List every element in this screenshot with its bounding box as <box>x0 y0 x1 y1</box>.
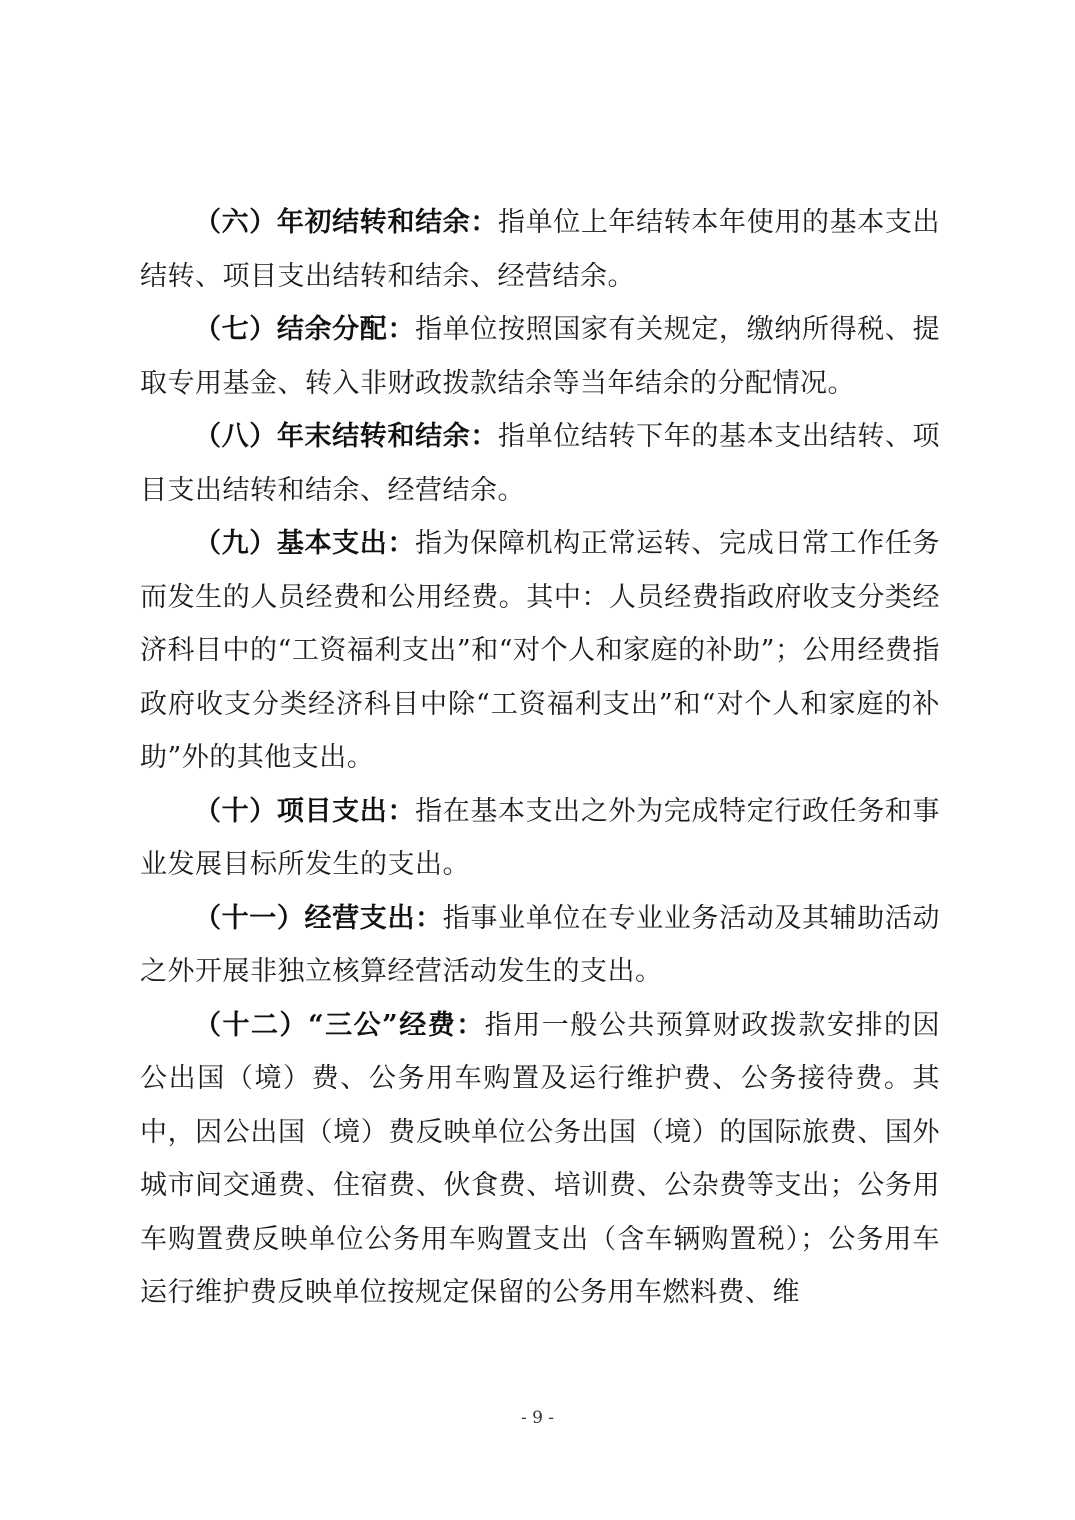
term-definition: 指单位结转下年的基本支出结转、项目支出结转和结余、经营结余。 <box>140 421 941 506</box>
paragraph-carryover-beginning <box>140 196 940 303</box>
term-heading: （九）基本支出： <box>194 528 416 559</box>
term-heading: （十二）“三公”经费： <box>194 1009 485 1041</box>
paragraph-operating-expenditure <box>140 892 940 999</box>
term-definition: 指为保障机构正常运转、完成日常工作任务而发生的人员经费和公用经费。其中：人员经费指政府收支分类经济科目中的“工资福利支出”和“对个人和家庭的补助”；公用经费指政府收支分类经济科目中除“工资福利支出”和“对个人和家庭的补助”外的其他支出。 <box>140 528 941 773</box>
paragraph-basic-expenditure <box>140 517 940 785</box>
term-heading: （七）结余分配： <box>194 314 416 345</box>
term-heading: （八）年末结转和结余： <box>194 421 498 452</box>
paragraph-carryover-end <box>140 410 940 517</box>
term-definition: 指单位按照国家有关规定，缴纳所得税、提取专用基金、转入非财政拨款结余等当年结余的分配情况。 <box>140 314 941 399</box>
paragraph-three-public-expenses <box>140 999 940 1320</box>
term-heading: （十一）经营支出： <box>194 902 443 934</box>
document-body <box>140 196 940 1320</box>
term-definition: 指在基本支出之外为完成特定行政任务和事业发展目标所发生的支出。 <box>140 795 941 880</box>
paragraph-project-expenditure <box>140 785 940 892</box>
paragraph-surplus-distribution <box>140 303 940 410</box>
term-definition: 指单位上年结转本年使用的基本支出结转、项目支出结转和结余、经营结余。 <box>140 207 941 292</box>
term-heading: （十）项目支出： <box>194 795 416 827</box>
page-number: - 9 - <box>520 1408 555 1428</box>
term-heading: （六）年初结转和结余： <box>194 207 498 238</box>
term-definition: 指事业单位在专业业务活动及其辅助活动之外开展非独立核算经营活动发生的支出。 <box>140 902 941 987</box>
term-definition: 指用一般公共预算财政拨款安排的因公出国（境）费、公务用车购置及运行维护费、公务接待费。其中，因公出国（境）费反映单位公务出国（境）的国际旅费、国外城市间交通费、住宿费、伙食费、培训费、公杂费等支出；公务用车购置费反映单位公务用车购置支出（含车辆购置税）；公务用车运行维护费反映单位按规定保留的公务用车燃料费、维 <box>140 1009 941 1308</box>
